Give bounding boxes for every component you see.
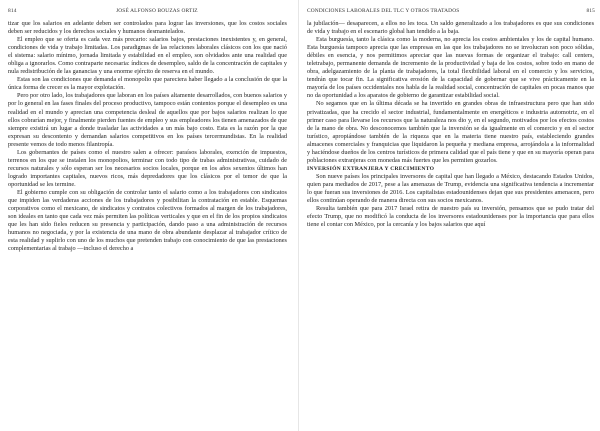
page-gutter	[298, 0, 299, 431]
section-heading: INVERSIÓN EXTRANJERA Y CRECIMIENTO	[307, 165, 435, 172]
paragraph: Esta burguesía, tanto la clásica como la moderna, no aprecia los costos ambientales y los de capital humano. Esta burguesía tampoco aprecia que las empresas en las que los trabajadores no se involucran son poco sólidas, débiles en esencia, y nos permitimos apreciar que las nuevas formas de organizar el trabajo: call centers, teletrabajo, permanente demanda de incremento de la productividad y baja de los costos, sobre todo en mano de obra, adelgazamiento de la planta de trabajadores, la total flexibilidad laboral en el comercio y los servicios, tendrán que tocar fin. La significativa erosión de la capacidad de gobernar que se vive prácticamente en la mayoría de los países occidentales nos habla de la realidad social, concentración de capitales en pocas manos que no da oportunidad a los aparatos de gobierno de garantizar estabilidad social.	[307, 36, 594, 100]
left-page-number: 814	[8, 8, 17, 14]
right-page-body	[307, 20, 594, 229]
right-page-number: 815	[586, 8, 595, 14]
paragraph: El gobierno cumple con su obligación de controlar tanto el salario como a los trabajadores con sindicatos que impiden las verdaderas acciones de los trabajadores y posibilitan la contratación en estable. Esquemas corporativos como el mexicano, de sindicatos y contratos colectivos formados al margen de los trabajadores, son ideales en tanto que cada vez más permiten las políticas verticales y que en el fin de los propios sindicatos que les han sido fieles reducen su presencia y participación, dando paso a una administración de recursos humanos no negociada, y por la existencia de una mano de obra abundante desplazar al trabajador crítico de esta realidad y suplirlo con uno de los muchos que pretenden trabajo con conocimiento de que las prestaciones complementarias al trabajo —incluso el derecho a	[8, 188, 287, 253]
paragraph: Resulta también que para 2017 Israel retira de nuestro país su inversión, pensamos que se pudo tratar del efecto Trump, que no modificó la conducta de los inversores estadounidenses por la importancia que para ellos tiene el contar con México, por la cercanía y los bajos salarios que aquí	[307, 205, 594, 229]
right-page-header	[307, 6, 595, 16]
paragraph: tizar que los salarios en adelante deben ser controlados para lograr las inversiones, que los costos sociales deben ser reducidos y los derechos sociales y humanos desmantelados.	[8, 20, 287, 36]
paragraph: No segamos que en la última década se ha invertido en grandes obras de infraestructura pero que han sido privatizadas, que ha crecido el sector industrial, fundamentalmente en energéticos e industria automotriz, en el primer caso para llevarse los recursos que la naturaleza nos dio y, en el segundo, motivados por los efectos costos de la mano de obra. No desconocemos también que la inversión se da igualmente en el comercio y en el sector turístico, apropiándose también de la riqueza que en la materia tiene nuestro país, estableciendo grandes almacenes comerciales y franquicias que liquidaron la pequeña y mediana empresa, arrojándola a la informalidad y haciéndose dueños de los centros turísticos de primera calidad que el país tiene y que en su mayoría operan para poblaciones extranjeras con monedas más fuertes que les permiten gozarlos.	[307, 100, 594, 164]
right-running-head: CONDICIONES LABORALES DEL TLC Y OTROS TRATADOS	[307, 8, 460, 14]
paragraph: El empleo que se oferta es cada vez más precario: salarios bajos, prestaciones inexistentes y, en general, condiciones de vida y trabajo limitadas. Los paradigmas de las relaciones laborales clásicos con los que nació el sistema: salario mínimo, jornada limitada y estabilidad en el empleo, son olvidados ante una realidad que obliga a ignorarlos. Como contraparte necesaria: índices de desempleo, saldo de la concentración de capitales y nula redistribución de las ganancias y una enorme ejército de reserva en el mundo.	[8, 36, 287, 76]
left-running-head: JOSÉ ALFONSO BOUZAS ORTIZ	[116, 8, 198, 14]
left-page	[0, 0, 285, 431]
paragraph: la jubilación— desaparecen, a ellos no les toca. Un saldo generalizado a los trabajadores es que sus condiciones de vida y trabajo en el escenario global han tendido a la baja.	[307, 20, 594, 36]
paragraph: Los gobernantes de países como el nuestro salen a ofrecer: paraísos laborales, exención de impuestos, terrenos en los que se instalen los monopolios, terminar con todo tipo de trabas administrativas, cuidado de recursos naturales y sólo esperan ser los necesarios socios locales, porque en los años sexenios últimos han logrado importantes capitales, nuevos ricos, más depredadores que los clásicos por el temor de que la oportunidad se les termine.	[8, 148, 287, 188]
paragraph: Pero por otro lado, los trabajadores que laboran en los países altamente desarrollados, con buenos salarios y por lo general en las fases finales del proceso productivo, tampoco están contentos porque el desempleo es una realidad en el mundo y aprecian una competencia desleal de aquellos que por bajos salarios realizan lo que ellos cobrarían mejor, y finalmente pierden fuentes de empleo y sus empleadores los tienen amenazados de que siempre existirá un lugar a donde trasladar las actividades a un más bajo costo. Esta es la razón por la que expresan su descontento y demandan salarios competitivos en los países tercermundistas. En la realidad presente vemos de todo menos filantropía.	[8, 92, 287, 148]
right-page	[307, 0, 595, 431]
paragraph: Son nueve países los principales inversores de capital que han llegado a México, destacando Estados Unidos, quien para mediados de 2017, pese a las amenazas de Trump, evidencia una significativa tendencia a incrementar lo que fueran sus inversiones de 2016. Los capitalistas estadounidenses dejan que sus presidentes amenacen, pero ellos continúan operando de manera directa con sus socios mexicanos.	[307, 172, 594, 205]
paragraph: Estas son las condiciones que demanda el monopolio que pareciera haber llegado a la conclusión de que la única forma de crecer es la mayor explotación.	[8, 76, 287, 92]
left-page-header	[8, 6, 288, 16]
left-page-body	[8, 20, 287, 253]
